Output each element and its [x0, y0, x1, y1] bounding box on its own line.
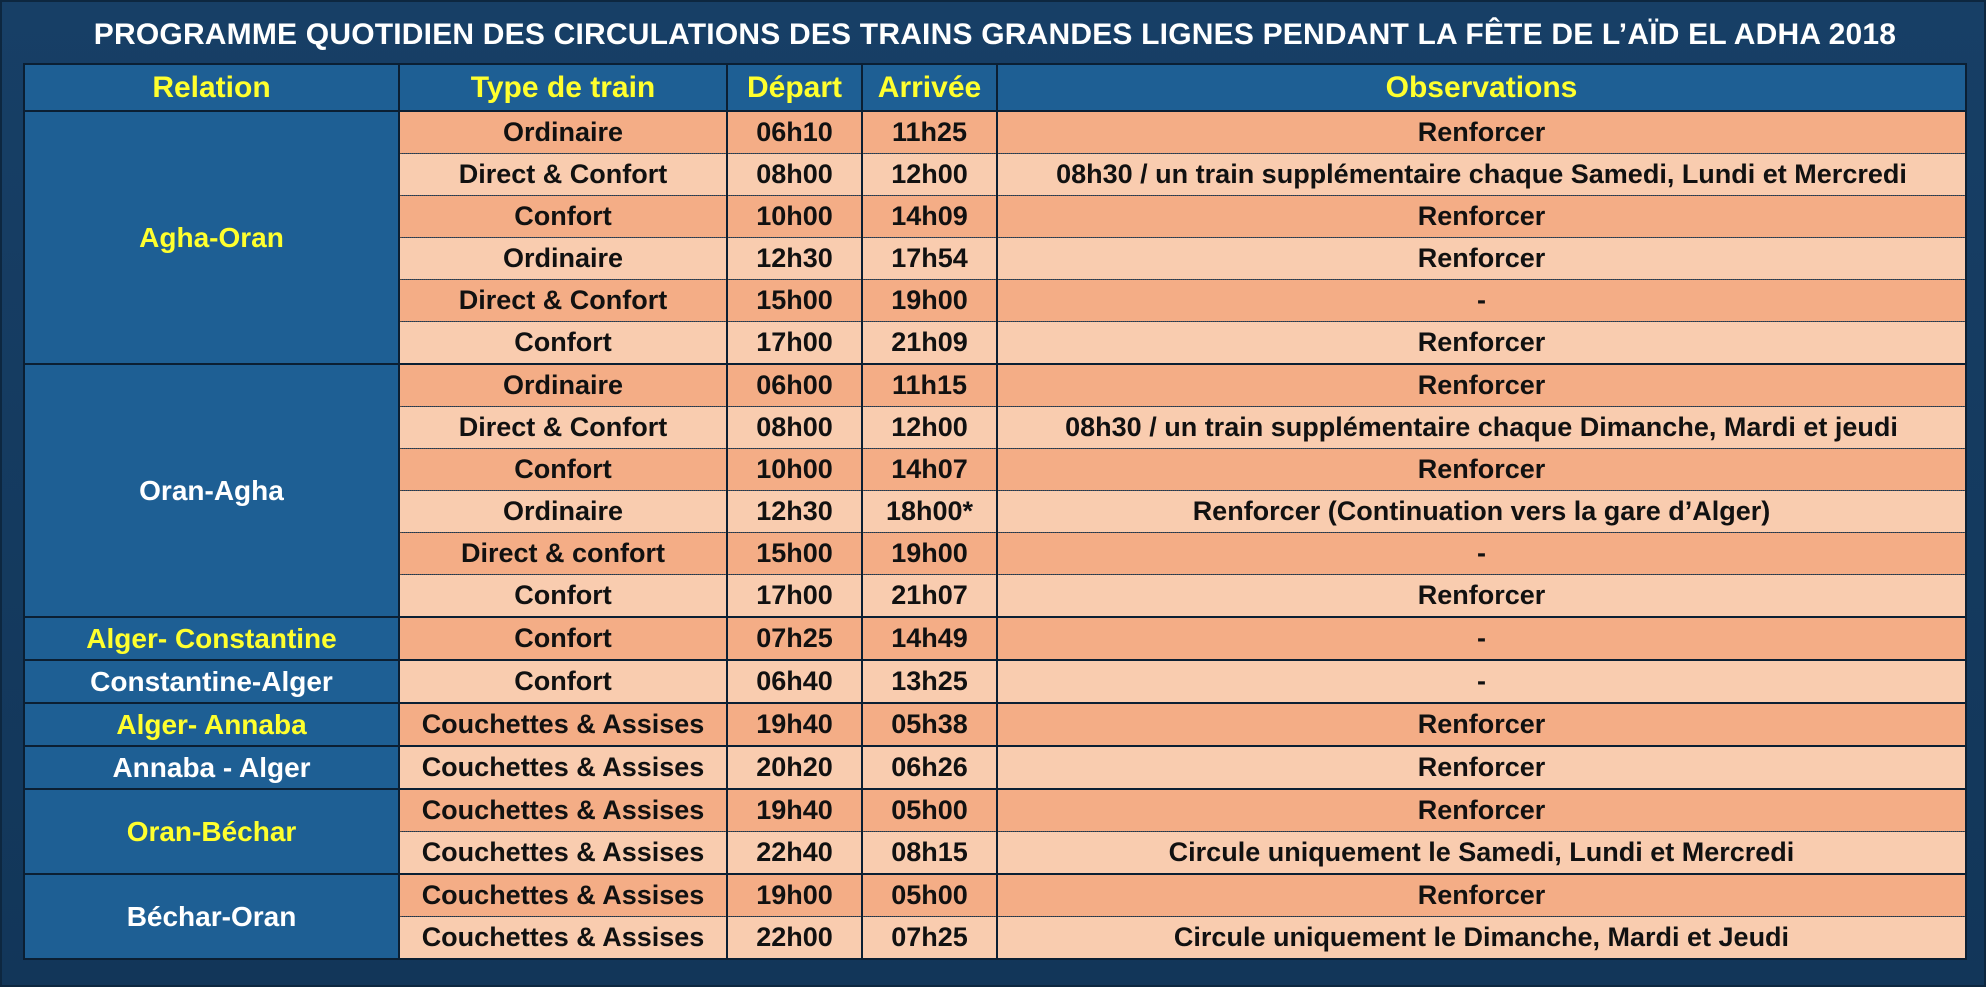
train-type-cell: Ordinaire [399, 111, 727, 154]
train-type-cell: Confort [399, 660, 727, 703]
departure-cell: 10h00 [727, 449, 862, 491]
observations-cell: - [997, 660, 1966, 703]
observations-cell: Renforcer [997, 238, 1966, 280]
arrival-cell: 19h00 [862, 280, 997, 322]
train-type-cell: Direct & Confort [399, 154, 727, 196]
observations-cell: 08h30 / un train supplémentaire chaque Samedi, Lundi et Mercredi [997, 154, 1966, 196]
arrival-cell: 08h15 [862, 832, 997, 875]
observations-cell: Renforcer [997, 789, 1966, 832]
header-arrivee: Arrivée [862, 64, 997, 111]
arrival-cell: 12h00 [862, 154, 997, 196]
schedule-table [23, 63, 1967, 960]
arrival-cell: 18h00* [862, 491, 997, 533]
arrival-cell: 14h09 [862, 196, 997, 238]
train-type-cell: Direct & Confort [399, 280, 727, 322]
departure-cell: 12h30 [727, 491, 862, 533]
relation-cell: Oran-Agha [24, 364, 399, 617]
departure-cell: 15h00 [727, 533, 862, 575]
observations-cell: Circule uniquement le Samedi, Lundi et Mercredi [997, 832, 1966, 875]
arrival-cell: 13h25 [862, 660, 997, 703]
arrival-cell: 06h26 [862, 746, 997, 789]
header-observations: Observations [997, 64, 1966, 111]
observations-cell: 08h30 / un train supplémentaire chaque Dimanche, Mardi et jeudi [997, 407, 1966, 449]
train-type-cell: Confort [399, 449, 727, 491]
table-row [24, 111, 1966, 154]
train-type-cell: Confort [399, 322, 727, 365]
arrival-cell: 05h38 [862, 703, 997, 746]
train-type-cell: Couchettes & Assises [399, 832, 727, 875]
schedule-body [24, 111, 1966, 959]
arrival-cell: 19h00 [862, 533, 997, 575]
relation-cell: Constantine-Alger [24, 660, 399, 703]
table-row [24, 703, 1966, 746]
train-type-cell: Direct & Confort [399, 407, 727, 449]
departure-cell: 20h20 [727, 746, 862, 789]
train-type-cell: Ordinaire [399, 364, 727, 407]
departure-cell: 12h30 [727, 238, 862, 280]
relation-cell: Alger- Annaba [24, 703, 399, 746]
arrival-cell: 21h09 [862, 322, 997, 365]
departure-cell: 19h40 [727, 789, 862, 832]
observations-cell: Renforcer [997, 111, 1966, 154]
observations-cell: Renforcer [997, 575, 1966, 618]
departure-cell: 07h25 [727, 617, 862, 660]
observations-cell: - [997, 280, 1966, 322]
departure-cell: 06h40 [727, 660, 862, 703]
train-type-cell: Couchettes & Assises [399, 789, 727, 832]
arrival-cell: 05h00 [862, 874, 997, 917]
train-type-cell: Confort [399, 196, 727, 238]
arrival-cell: 14h49 [862, 617, 997, 660]
departure-cell: 19h40 [727, 703, 862, 746]
relation-cell: Agha-Oran [24, 111, 399, 364]
observations-cell: - [997, 533, 1966, 575]
header-type: Type de train [399, 64, 727, 111]
observations-cell: Renforcer [997, 449, 1966, 491]
train-type-cell: Couchettes & Assises [399, 874, 727, 917]
arrival-cell: 21h07 [862, 575, 997, 618]
departure-cell: 17h00 [727, 575, 862, 618]
observations-cell: Circule uniquement le Dimanche, Mardi et Jeudi [997, 917, 1966, 960]
train-type-cell: Direct & confort [399, 533, 727, 575]
departure-cell: 19h00 [727, 874, 862, 917]
departure-cell: 06h10 [727, 111, 862, 154]
table-row [24, 617, 1966, 660]
arrival-cell: 11h15 [862, 364, 997, 407]
table-row [24, 874, 1966, 917]
header-depart: Départ [727, 64, 862, 111]
departure-cell: 22h00 [727, 917, 862, 960]
departure-cell: 15h00 [727, 280, 862, 322]
departure-cell: 06h00 [727, 364, 862, 407]
departure-cell: 08h00 [727, 154, 862, 196]
arrival-cell: 17h54 [862, 238, 997, 280]
arrival-cell: 07h25 [862, 917, 997, 960]
observations-cell: Renforcer [997, 703, 1966, 746]
relation-cell: Béchar-Oran [24, 874, 399, 959]
header-row [24, 64, 1966, 111]
page-title: PROGRAMME QUOTIDIEN DES CIRCULATIONS DES TRAINS GRANDES LIGNES PENDANT LA FÊTE DE L’AÏD EL ADHA 2018 [93, 18, 1897, 51]
observations-cell: Renforcer [997, 196, 1966, 238]
train-type-cell: Ordinaire [399, 238, 727, 280]
table-row [24, 746, 1966, 789]
departure-cell: 10h00 [727, 196, 862, 238]
header-relation: Relation [24, 64, 399, 111]
relation-cell: Oran-Béchar [24, 789, 399, 874]
observations-cell: Renforcer (Continuation vers la gare d’Alger) [997, 491, 1966, 533]
train-type-cell: Couchettes & Assises [399, 703, 727, 746]
arrival-cell: 05h00 [862, 789, 997, 832]
table-row [24, 660, 1966, 703]
observations-cell: Renforcer [997, 746, 1966, 789]
departure-cell: 08h00 [727, 407, 862, 449]
arrival-cell: 12h00 [862, 407, 997, 449]
relation-cell: Alger- Constantine [24, 617, 399, 660]
relation-cell: Annaba - Alger [24, 746, 399, 789]
arrival-cell: 11h25 [862, 111, 997, 154]
train-type-cell: Couchettes & Assises [399, 917, 727, 960]
table-row [24, 789, 1966, 832]
departure-cell: 22h40 [727, 832, 862, 875]
observations-cell: Renforcer [997, 874, 1966, 917]
departure-cell: 17h00 [727, 322, 862, 365]
train-type-cell: Couchettes & Assises [399, 746, 727, 789]
observations-cell: Renforcer [997, 322, 1966, 365]
train-type-cell: Ordinaire [399, 491, 727, 533]
observations-cell: Renforcer [997, 364, 1966, 407]
train-type-cell: Confort [399, 575, 727, 618]
arrival-cell: 14h07 [862, 449, 997, 491]
table-row [24, 364, 1966, 407]
observations-cell: - [997, 617, 1966, 660]
train-type-cell: Confort [399, 617, 727, 660]
